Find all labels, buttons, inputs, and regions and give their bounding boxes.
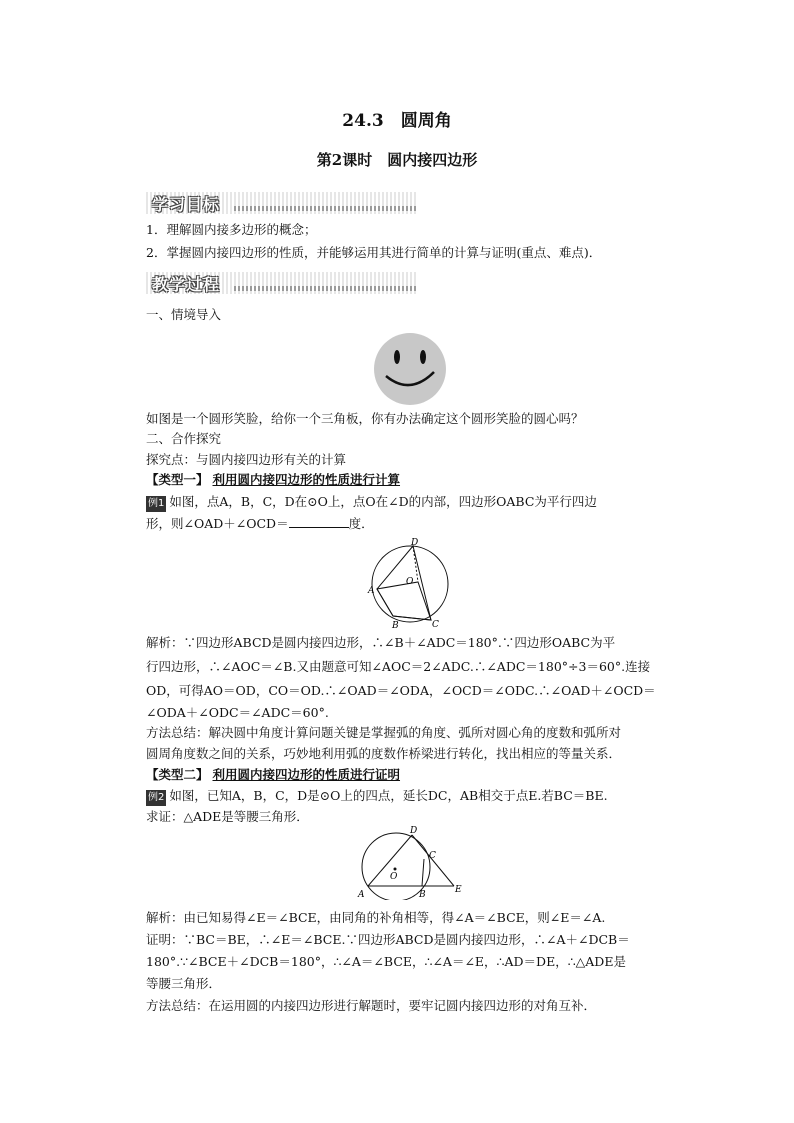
example-1-text-2a: 形，则∠OAD＋∠OCD＝: [146, 516, 289, 531]
part-2-heading: 二、合作探究: [146, 431, 222, 446]
example-1-line-2: [146, 516, 374, 532]
page-subtitle: 第2课时 圆内接四边形: [316, 151, 478, 169]
example-1-text-1: 如图，点A，B，C，D在⊙O上，点O在∠D的内部，四边形OABC为平行四边: [169, 494, 597, 509]
example-1-badge: 例1: [146, 496, 166, 512]
fig2-label-D: D: [410, 826, 418, 836]
fig1-label-O: O: [406, 577, 414, 587]
fig2-label-A: A: [358, 890, 365, 900]
solution-2-line-2: 证明：∵BC＝BE，∴∠E＝∠BCE.∵四边形ABCD是圆内接四边形，∴∠A＋∠DCB＝: [146, 932, 630, 947]
figure-2-circle-diagram: [352, 822, 464, 900]
type-1-title: 利用圆内接四边形的性质进行计算: [212, 472, 401, 487]
solution-1-line-3: OD，可得AO＝OD，CO＝OD.∴∠OAD＝∠ODA，∠OCD＝∠ODC.∴∠OAD＋∠OCD＝: [146, 683, 656, 698]
method-1-line-1: 方法总结：解决圆中角度计算问题关键是掌握弧的角度、弧所对圆心角的度数和弧所对: [146, 725, 622, 740]
fig1-label-C: C: [432, 620, 439, 630]
explore-point: 探究点：与圆内接四边形有关的计算: [146, 452, 347, 467]
intro-question: 如图是一个圆形笑脸，给你一个三角板，你有办法确定这个圆形笑脸的圆心吗？: [146, 411, 584, 426]
example-1-text-2b: 度．: [348, 516, 374, 531]
fig2-label-C: C: [429, 851, 436, 861]
solution-1-line-2: 行四边形，∴∠AOC＝∠B.又由题意可知∠AOC＝2∠ADC.∴∠ADC＝180°÷3＝60°.连接: [146, 659, 651, 674]
example-2-badge: 例2: [146, 790, 166, 806]
figure-1-circle-diagram: [366, 536, 456, 630]
method-1-line-2: 圆周角度数之间的关系，巧妙地利用弧的度数作桥梁进行转化，找出相应的等量关系．: [146, 746, 622, 761]
page-title: 24.3 圆周角: [342, 111, 452, 131]
section-header-process: [146, 272, 418, 294]
fig2-label-O: O: [390, 872, 398, 882]
method-2-line: 方法总结：在运用圆的内接四边形进行解题时，要牢记圆内接四边形的对角互补．: [146, 998, 597, 1013]
goal-1: 1．理解圆内接多边形的概念；: [146, 222, 317, 237]
example-1-line-1: [146, 494, 597, 512]
part-1-heading: 一、情境导入: [146, 307, 222, 322]
smiley-face-figure: [370, 332, 450, 406]
answer-blank: [289, 527, 349, 528]
example-2-line-1: [146, 788, 608, 806]
goal-2: 2．掌握圆内接四边形的性质，并能够运用其进行简单的计算与证明(重点、难点)．: [146, 245, 602, 260]
section-label-goals: 学习目标: [152, 195, 221, 214]
type-2-heading: [146, 767, 400, 783]
type-2-title: 利用圆内接四边形的性质进行证明: [212, 767, 401, 782]
section-label-process: 教学过程: [152, 275, 221, 294]
fig1-label-D: D: [411, 538, 419, 548]
type-2-tag: 【类型二】: [146, 767, 209, 782]
solution-2-line-3: 180°.∵∠BCE＋∠DCB＝180°，∴∠A＝∠BCE，∴∠A＝∠E，∴AD＝DE，∴△ADE是: [146, 954, 626, 969]
section-header-goals: [146, 192, 418, 214]
fig1-label-A: A: [368, 586, 375, 596]
solution-1-line-1: 解析：∵四边形ABCD是圆内接四边形，∴∠B＋∠ADC＝180°.∵四边形OABC为平: [146, 635, 616, 650]
fig2-label-E: E: [455, 885, 462, 895]
type-1-heading: [146, 472, 400, 488]
fig1-label-B: B: [392, 621, 399, 630]
solution-1-line-4: ∠ODA＋∠ODC＝∠ADC＝60°.: [146, 705, 329, 720]
solution-2-line-4: 等腰三角形．: [146, 976, 222, 991]
fig2-label-B: B: [419, 890, 426, 900]
type-1-tag: 【类型一】: [146, 472, 209, 487]
solution-2-line-1: 解析：由已知易得∠E＝∠BCE，由同角的补角相等，得∠A＝∠BCE，则∠E＝∠A.: [146, 910, 606, 925]
example-2-text-1: 如图，已知A，B，C，D是⊙O上的四点，延长DC，AB相交于点E.若BC＝BE.: [169, 788, 608, 803]
example-2-line-2: 求证：△ADE是等腰三角形．: [146, 809, 309, 824]
